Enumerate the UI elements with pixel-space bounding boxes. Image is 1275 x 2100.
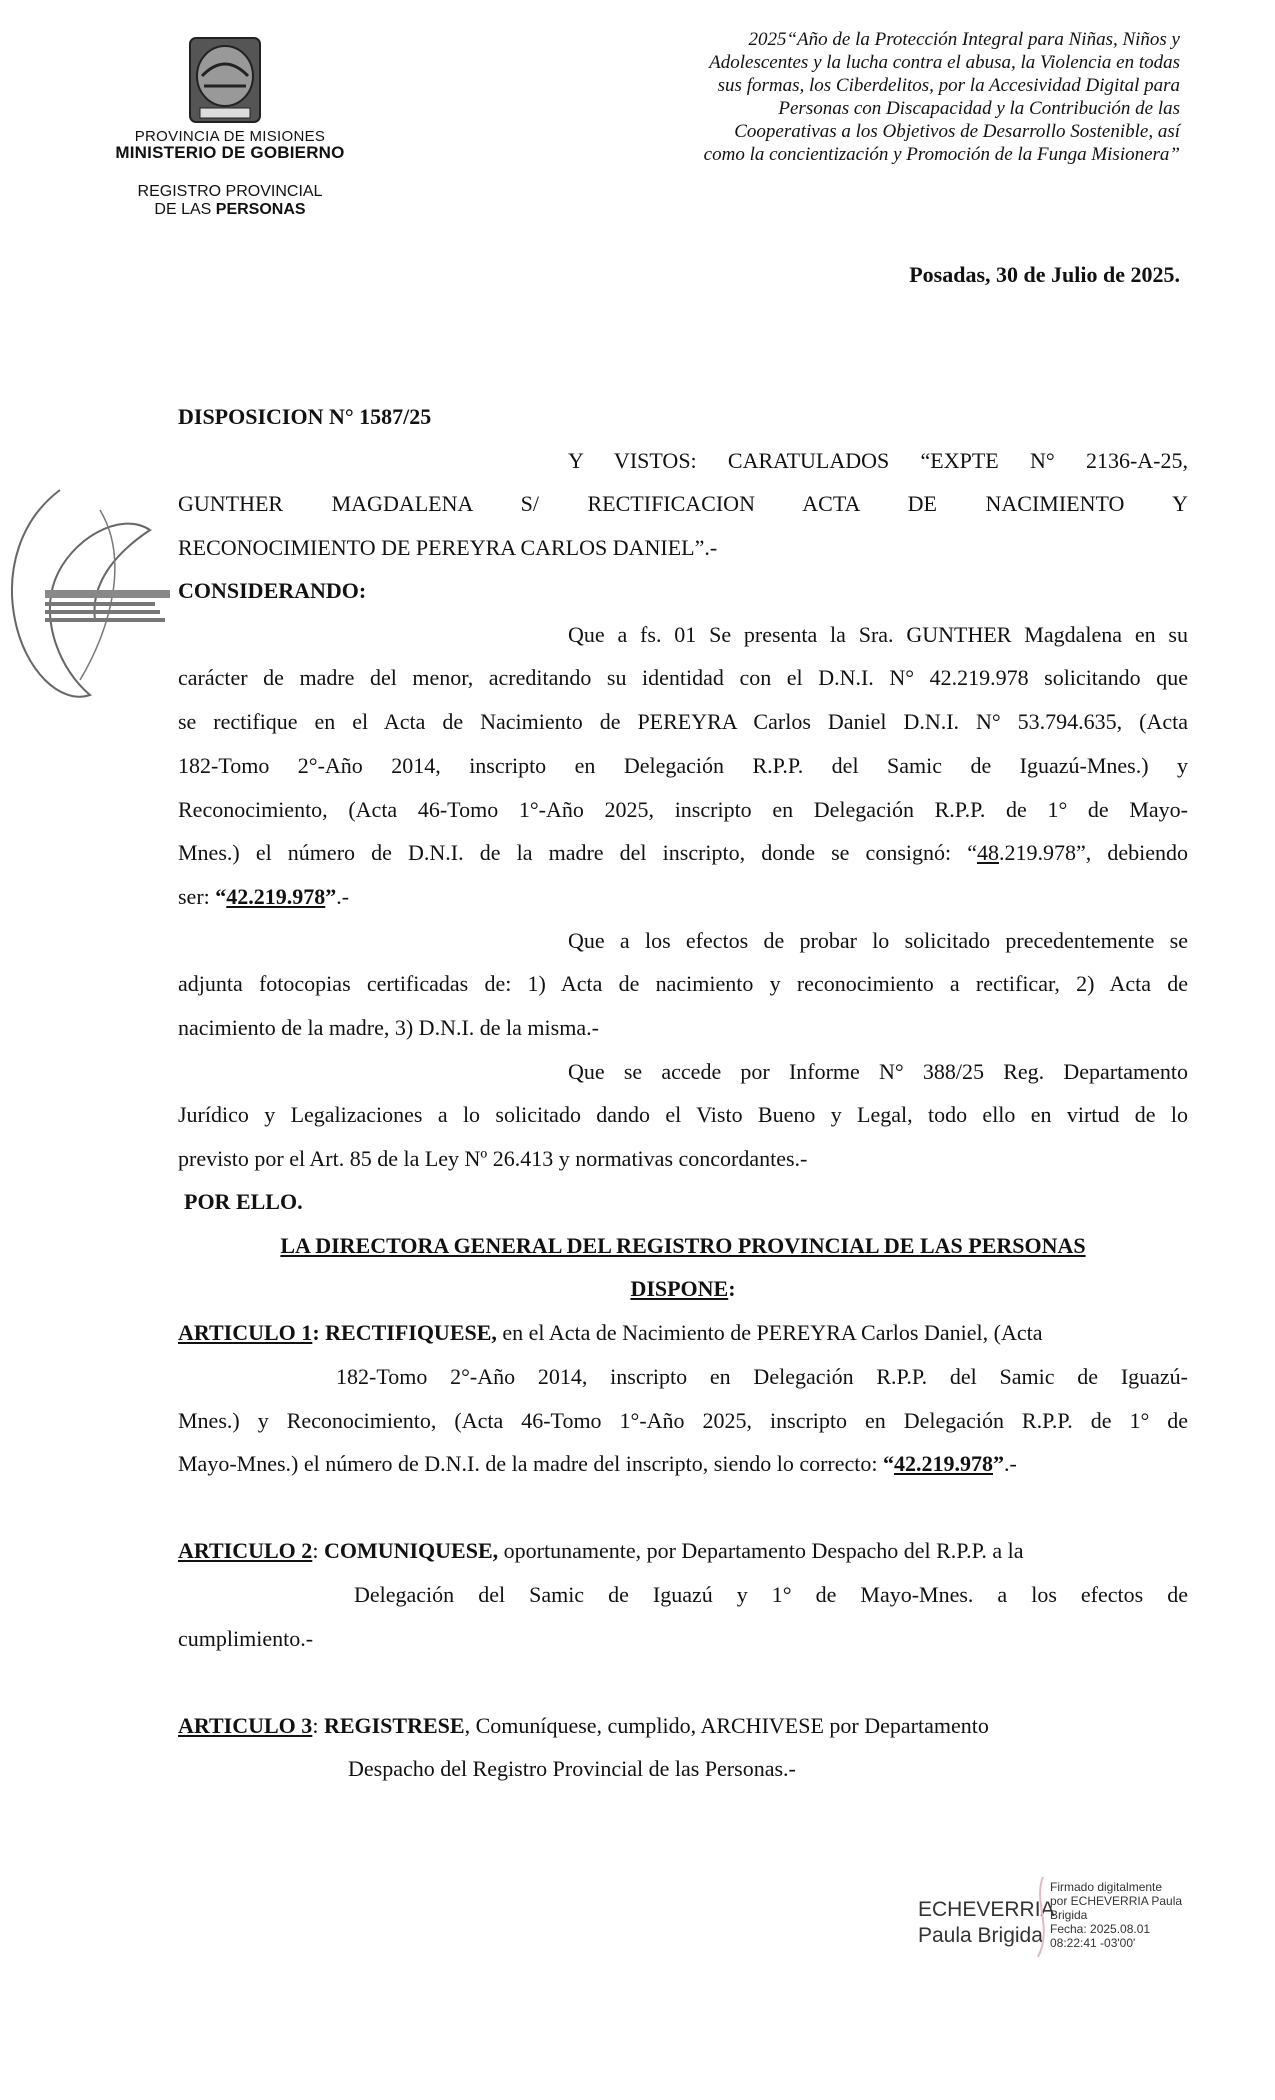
paragraph-line: Reconocimiento, (Acta 46-Tomo 1°-Año 2025, inscripto en Delegación R.P.P. de 1° de Mayo- [178,797,1188,822]
vistos-line: Y VISTOS: CARATULADOS “EXPTE N° 2136-A-25, [568,448,1188,473]
legal-advisor-stamp-signature [0,480,175,720]
signature-info-line: 08:22:41 -03'00' [1050,1936,1136,1950]
digital-signature-name: ECHEVERRIA [918,1898,1055,1921]
document-date: Posadas, 30 de Julio de 2025. [909,262,1180,287]
dispone-heading: DISPONE: [630,1276,736,1301]
paragraph-line: Mnes.) el número de D.N.I. de la madre del inscripto, donde se consignó: “48.219.978”, debiendo [178,840,1189,865]
motto-line: Adolescentes y la lucha contra el abusa, la Violencia en todas [709,52,1180,73]
article-2-line: ARTICULO 2: COMUNIQUESE, oportunamente, por Departamento Despacho del R.P.P. a la [178,1538,1024,1563]
article-1-line: Mnes.) y Reconocimiento, (Acta 46-Tomo 1°-Año 2025, inscripto en Delegación R.P.P. de 1° de [178,1408,1188,1433]
registry-label-line1: REGISTRO PROVINCIAL [137,183,323,200]
paragraph-line: carácter de madre del menor, acreditando su identidad con el D.N.I. N° 42.219.978 solicitando que [178,665,1188,690]
disposition-title: DISPOSICION N° 1587/25 [178,404,432,429]
article-1-line: Mayo-Mnes.) el número de D.N.I. de la madre del inscripto, siendo lo correcto: “42.219.978”.- [178,1451,1017,1476]
year-motto [640,28,1180,166]
considerando-heading: CONSIDERANDO: [178,578,367,603]
paragraph-line: nacimiento de la madre, 3) D.N.I. de la misma.- [178,1015,599,1040]
motto-line: Personas con Discapacidad y la Contribución de las [778,98,1180,119]
digital-signature-name: Paula Brigida [918,1924,1043,1947]
digital-signature-info [1050,1880,1200,1950]
directora-heading: LA DIRECTORA GENERAL DEL REGISTRO PROVINCIAL DE LAS PERSONAS [280,1233,1086,1258]
motto-line: 2025“Año de la Protección Integral para Niñas, Niños y [748,29,1180,50]
article-3-line: ARTICULO 3: REGISTRESE, Comuníquese, cumplido, ARCHIVESE por Departamento [178,1713,989,1738]
paragraph-line: ser: “42.219.978”.- [178,884,350,909]
paragraph-line: Jurídico y Legalizaciones a lo solicitado dando el Visto Bueno y Legal, todo ello en virtud de lo [178,1102,1188,1127]
article-2-line: Delegación del Samic de Iguazú y 1° de Mayo-Mnes. a los efectos de [354,1582,1188,1607]
signature-info-line: por ECHEVERRIA Paula [1050,1894,1183,1908]
paragraph-line: previsto por el Art. 85 de la Ley Nº 26.413 y normativas concordantes.- [178,1146,808,1171]
signature-info-line: Firmado digitalmente [1050,1880,1163,1894]
motto-line: como la concientización y Promoción de la Funga Misionera” [703,144,1180,165]
paragraph-line: Que a los efectos de probar lo solicitado precedentemente se [568,928,1188,953]
paragraph-line: adjunta fotocopias certificadas de: 1) Acta de nacimiento y reconocimiento a rectificar, 2) Acta de [178,971,1188,996]
paragraph-line: 182-Tomo 2°-Año 2014, inscripto en Delegación R.P.P. del Samic de Iguazú-Mnes.) y [178,753,1188,778]
article-1-line: ARTICULO 1: RECTIFIQUESE, en el Acta de Nacimiento de PEREYRA Carlos Daniel, (Acta [178,1320,1043,1345]
por-ello-heading: POR ELLO. [184,1189,303,1214]
vistos-line: GUNTHER MAGDALENA S/ RECTIFICACION ACTA DE NACIMIENTO Y [178,491,1188,516]
paragraph-line: Que se accede por Informe N° 388/25 Reg. Departamento [568,1059,1188,1084]
provincial-crest-logo [182,32,268,132]
article-3-line: Despacho del Registro Provincial de las Personas.- [348,1756,796,1781]
ministry-label: MINISTERIO DE GOBIERNO [115,143,345,162]
signature-info-line: Fecha: 2025.08.01 [1050,1922,1151,1936]
province-label: PROVINCIA DE MISIONES [134,128,326,145]
vistos-line: RECONOCIMIENTO DE PEREYRA CARLOS DANIEL”.- [178,535,718,560]
motto-line: Cooperativas a los Objetivos de Desarrollo Sostenible, así [734,121,1180,142]
article-1-line: 182-Tomo 2°-Año 2014, inscripto en Delegación R.P.P. del Samic de Iguazú- [336,1364,1188,1389]
article-2-line: cumplimiento.- [178,1626,314,1651]
signature-info-line: Brigida [1050,1908,1088,1922]
registry-label-line2: DE LAS PERSONAS [154,201,306,218]
paragraph-line: se rectifique en el Acta de Nacimiento de PEREYRA Carlos Daniel D.N.I. N° 53.794.635, (Acta [178,709,1188,734]
motto-line: sus formas, los Ciberdelitos, por la Accesividad Digital para [717,75,1180,96]
paragraph-line: Que a fs. 01 Se presenta la Sra. GUNTHER Magdalena en su [568,622,1188,647]
